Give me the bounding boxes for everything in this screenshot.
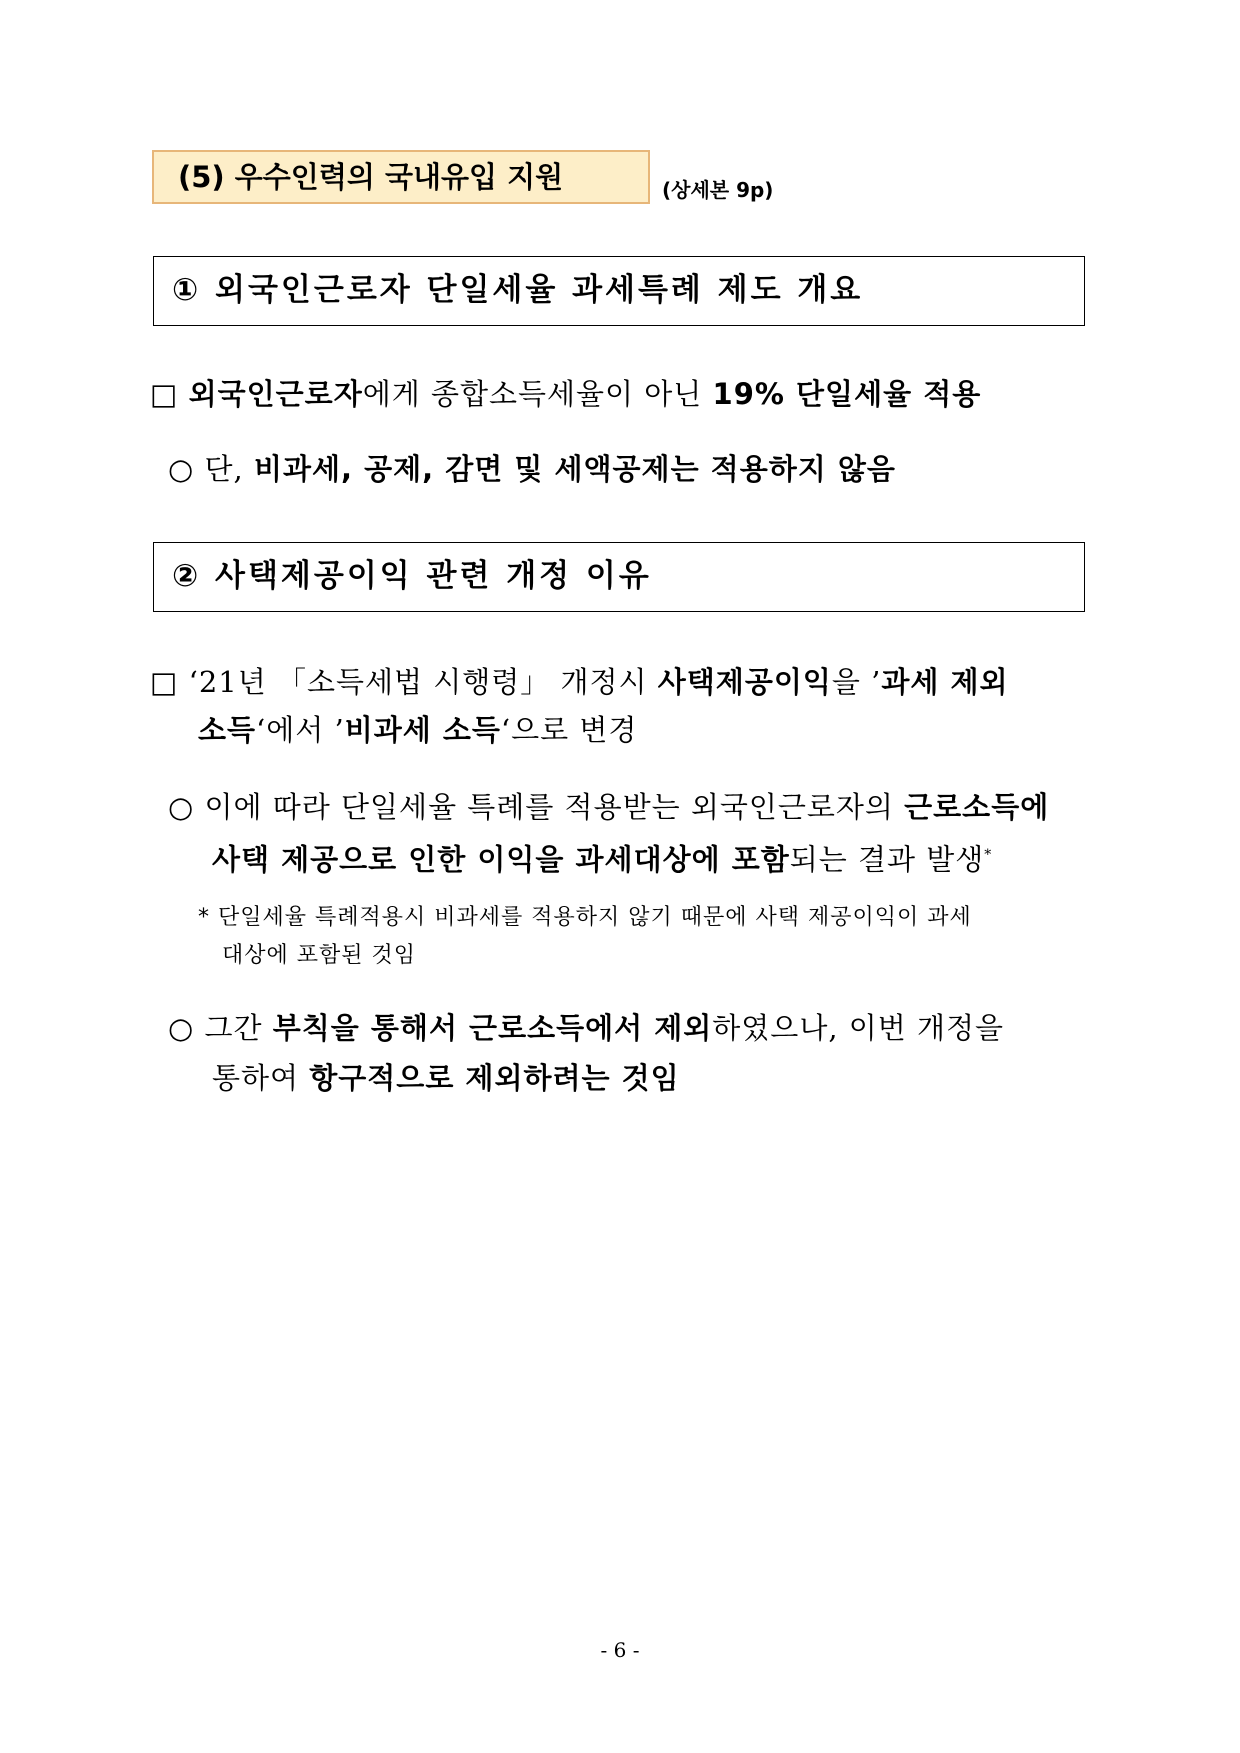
paragraph-2a-line-2 bbox=[212, 833, 992, 882]
p1-text-1: 에게 종합소득세율이 아닌 bbox=[362, 377, 713, 411]
p2-bold-4: 비과세 소득 bbox=[344, 713, 501, 747]
p2a-bold-1: 근로소득에 bbox=[904, 790, 1050, 824]
p2b-bold-1: 부칙을 통해서 근로소득에서 제외 bbox=[272, 1011, 713, 1045]
footnote-marker: * bbox=[984, 847, 993, 863]
paragraph-2b-line-2 bbox=[212, 1056, 680, 1100]
p1a-bold-1: 비과세, 공제, 감면 및 세액공제는 적용하지 않음 bbox=[253, 452, 896, 486]
circle-bullet-icon: ○ bbox=[168, 790, 195, 824]
paragraph-2a-line-1 bbox=[168, 785, 1049, 829]
p2-bold-2: 과세 제외 bbox=[881, 665, 1009, 699]
p1-bold-1: 외국인근로자 bbox=[188, 377, 363, 411]
p2b-text-3: 통하여 bbox=[212, 1061, 310, 1095]
paragraph-2b-line-1 bbox=[168, 1006, 1004, 1050]
p1-bold-2: 19% 단일세율 적용 bbox=[712, 377, 982, 411]
p2-text-2: 을 ’ bbox=[831, 665, 882, 699]
paragraph-2-line-2 bbox=[198, 708, 637, 752]
p2a-text-1: 이에 따라 단일세율 특례를 적용받는 외국인근로자의 bbox=[204, 790, 905, 824]
p2-text-1: ‘21년 「소득세법 시행령」 개정시 bbox=[188, 665, 658, 699]
heading-box-1: ① 외국인근로자 단일세율 과세특례 제도 개요 bbox=[153, 256, 1085, 326]
p2-bold-1: 사택제공이익 bbox=[657, 665, 832, 699]
paragraph-1 bbox=[150, 372, 981, 416]
p2a-bold-2: 사택 제공으로 인한 이익을 과세대상에 포함 bbox=[212, 842, 790, 877]
page-number: - 6 - bbox=[600, 1638, 640, 1662]
p2-bold-3: 소득 bbox=[198, 713, 257, 747]
section-title: (5) 우수인력의 국내유입 지원 bbox=[152, 150, 650, 204]
paragraph-1a bbox=[168, 447, 896, 491]
p2b-bold-2: 항구적으로 제외하려는 것임 bbox=[309, 1061, 680, 1095]
p1a-text-1: 단, bbox=[204, 452, 254, 486]
p2-text-3: ‘에서 ’ bbox=[256, 713, 345, 747]
square-bullet-icon: □ bbox=[150, 377, 179, 411]
circle-bullet-icon: ○ bbox=[168, 1011, 195, 1045]
square-bullet-icon: □ bbox=[150, 665, 179, 699]
p2b-text-2: 하였으나, 이번 개정을 bbox=[712, 1011, 1005, 1045]
p2b-text-1: 그간 bbox=[204, 1011, 273, 1045]
paragraph-2-line-1 bbox=[150, 660, 1008, 704]
footnote-line-1: * 단일세율 특례적용시 비과세를 적용하지 않기 때문에 사택 제공이익이 과세 bbox=[198, 905, 972, 930]
p2-text-4: ‘으로 변경 bbox=[500, 713, 638, 747]
footnote-line-2: 대상에 포함된 것임 bbox=[222, 943, 417, 968]
section-reference: (상세본 9p) bbox=[662, 178, 774, 202]
heading-box-2: ② 사택제공이익 관련 개정 이유 bbox=[153, 542, 1085, 612]
p2a-text-2: 되는 결과 발생 bbox=[789, 842, 985, 877]
circle-bullet-icon: ○ bbox=[168, 452, 195, 486]
